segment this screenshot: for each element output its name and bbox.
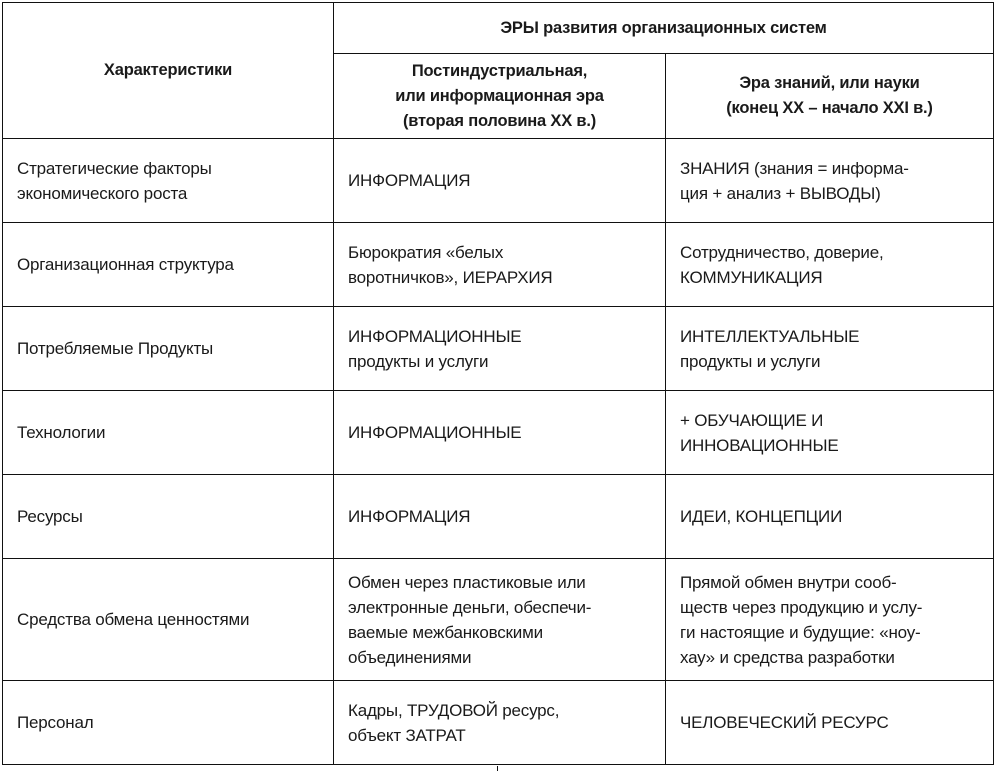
cell-knowledge: ИНТЕЛЛЕКТУАЛЬНЫЕ продукты и услуги	[666, 307, 994, 391]
table-row	[3, 391, 994, 475]
cell-post-industrial: Обмен через пластиковые или электронные деньги, обеспечи- ваемые межбанковскими объединениями	[334, 559, 666, 681]
table-row	[3, 223, 994, 307]
cell-knowledge: Сотрудничество, доверие, КОММУНИКАЦИЯ	[666, 223, 994, 307]
table-row	[3, 307, 994, 391]
table-row	[3, 139, 994, 223]
cell-characteristic: Организационная структура	[3, 223, 334, 307]
cell-characteristic: Средства обмена ценностями	[3, 559, 334, 681]
page-edge-mark	[497, 766, 498, 771]
cell-knowledge: ЧЕЛОВЕЧЕСКИЙ РЕСУРС	[666, 681, 994, 765]
cell-knowledge: ЗНАНИЯ (знания = информа- ция + анализ + ВЫВОДЫ)	[666, 139, 994, 223]
cell-characteristic: Технологии	[3, 391, 334, 475]
cell-post-industrial: Кадры, ТРУДОВОЙ ресурс, объект ЗАТРАТ	[334, 681, 666, 765]
table-row	[3, 681, 994, 765]
cell-post-industrial: ИНФОРМАЦИОННЫЕ	[334, 391, 666, 475]
header-knowledge-era: Эра знаний, или науки (конец XX – начало XXI в.)	[666, 54, 994, 139]
eras-comparison-table	[2, 2, 994, 765]
cell-characteristic: Стратегические факторы экономического роста	[3, 139, 334, 223]
cell-characteristic: Персонал	[3, 681, 334, 765]
header-eras-title: ЭРЫ развития организационных систем	[334, 3, 994, 54]
cell-knowledge: Прямой обмен внутри сооб- ществ через продукцию и услу- ги настоящие и будущие: «ноу- хау» и средства разработки	[666, 559, 994, 681]
table-row	[3, 475, 994, 559]
cell-post-industrial: Бюрократия «белых воротничков», ИЕРАРХИЯ	[334, 223, 666, 307]
header-row	[3, 3, 994, 54]
cell-characteristic: Потребляемые Продукты	[3, 307, 334, 391]
cell-post-industrial: ИНФОРМАЦИОННЫЕ продукты и услуги	[334, 307, 666, 391]
header-characteristics: Характеристики	[3, 3, 334, 139]
cell-post-industrial: ИНФОРМАЦИЯ	[334, 139, 666, 223]
cell-knowledge: ИДЕИ, КОНЦЕПЦИИ	[666, 475, 994, 559]
header-post-industrial-era: Постиндустриальная, или информационная эра (вторая половина XX в.)	[334, 54, 666, 139]
table-row	[3, 559, 994, 681]
cell-characteristic: Ресурсы	[3, 475, 334, 559]
cell-knowledge: + ОБУЧАЮЩИЕ И ИННОВАЦИОННЫЕ	[666, 391, 994, 475]
cell-post-industrial: ИНФОРМАЦИЯ	[334, 475, 666, 559]
